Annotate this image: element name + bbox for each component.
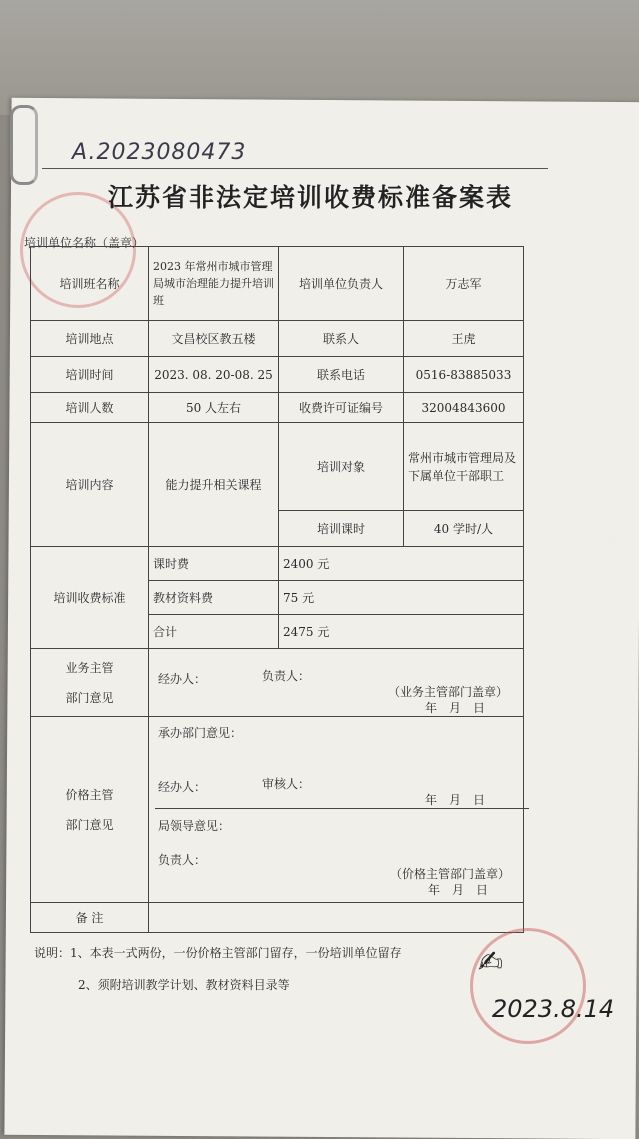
leader-label: 培训单位负责人 [279,247,404,321]
undertaking-date: 年 月 日 [425,793,486,807]
location-label: 培训地点 [31,321,149,357]
document-title: 江苏省非法定培训收费标准备案表 [108,183,514,212]
lesson-fee-value: 2400 元 [279,547,524,581]
hours-value: 40 学时/人 [404,511,524,547]
count-label: 培训人数 [31,393,149,423]
content-value: 能力提升相关课程 [149,423,279,547]
target-value: 常州市城市管理局及下属单位干部职工 [404,423,524,511]
target-label: 培训对象 [279,423,404,511]
content-label: 培训内容 [31,423,149,547]
leader-value: 万志军 [404,247,524,321]
total-value: 2475 元 [279,615,524,649]
remarks-label: 备 注 [31,903,149,933]
biz-dept-label [31,649,149,717]
signature-date: 2023.8.14 [492,995,615,1023]
price-dept-label-line2: 部门意见 [65,817,114,832]
timestamp-watermark: 2023.08.28 16:09 [607,520,617,601]
phone-label: 联系电话 [279,357,404,393]
price-dept-label-line1: 价格主管 [65,787,114,802]
note-2: 2、须附培训教学计划、教材资料目录等 [78,978,290,992]
remarks-value [149,903,524,933]
file-number: A.2023080473 [72,140,247,165]
biz-handler-label: 经办人： [158,672,207,686]
price-seal-note: （价格主管部门盖章） [390,867,511,881]
biz-dept-label-line1: 业务主管 [65,660,114,675]
biz-responsible-label: 负责人： [262,669,311,683]
count-value: 50 人左右 [149,393,279,423]
fee-label: 培训收费标准 [31,547,149,649]
bureau-responsible-label: 负责人： [158,853,207,867]
biz-dept-label-line2: 部门意见 [65,690,114,705]
time-label: 培训时间 [31,357,149,393]
total-label: 合计 [149,615,279,649]
price-cell-divider [155,808,529,809]
location-value: 文昌校区教五楼 [149,321,279,357]
license-value: 32004843600 [404,393,524,423]
paper-clip [10,105,38,185]
hours-label: 培训课时 [279,511,404,547]
handwritten-signature: ✍ [478,945,504,980]
lesson-fee-label: 课时费 [149,547,279,581]
reviewer-label: 审核人： [262,777,311,791]
license-label: 收费许可证编号 [279,393,404,423]
contact-label: 联系人 [279,321,404,357]
class-name-label: 培训班名称 [31,247,149,321]
phone-value: 0516-83885033 [404,357,524,393]
biz-seal-note: （业务主管部门盖章） [388,685,509,699]
price-handler-label: 经办人： [158,780,207,794]
biz-date: 年 月 日 [425,701,486,715]
record-table [30,246,524,933]
price-date: 年 月 日 [428,883,489,897]
undertaking-opinion-label: 承办部门意见： [158,726,243,740]
note-1: 说明：1、本表一式两份，一份价格主管部门留存，一份培训单位留存 [34,946,402,960]
material-fee-value: 75 元 [279,581,524,615]
unit-name-label: 培训单位名称（盖章） [24,236,145,250]
bureau-opinion-label: 局领导意见： [158,819,231,833]
header-rule [42,168,548,169]
class-name-value: 2023 年常州市城市管理局城市治理能力提升培训班 [149,247,279,321]
contact-value: 王虎 [404,321,524,357]
time-value: 2023. 08. 20-08. 25 [149,357,279,393]
material-fee-label: 教材资料费 [149,581,279,615]
price-dept-label [31,717,149,903]
